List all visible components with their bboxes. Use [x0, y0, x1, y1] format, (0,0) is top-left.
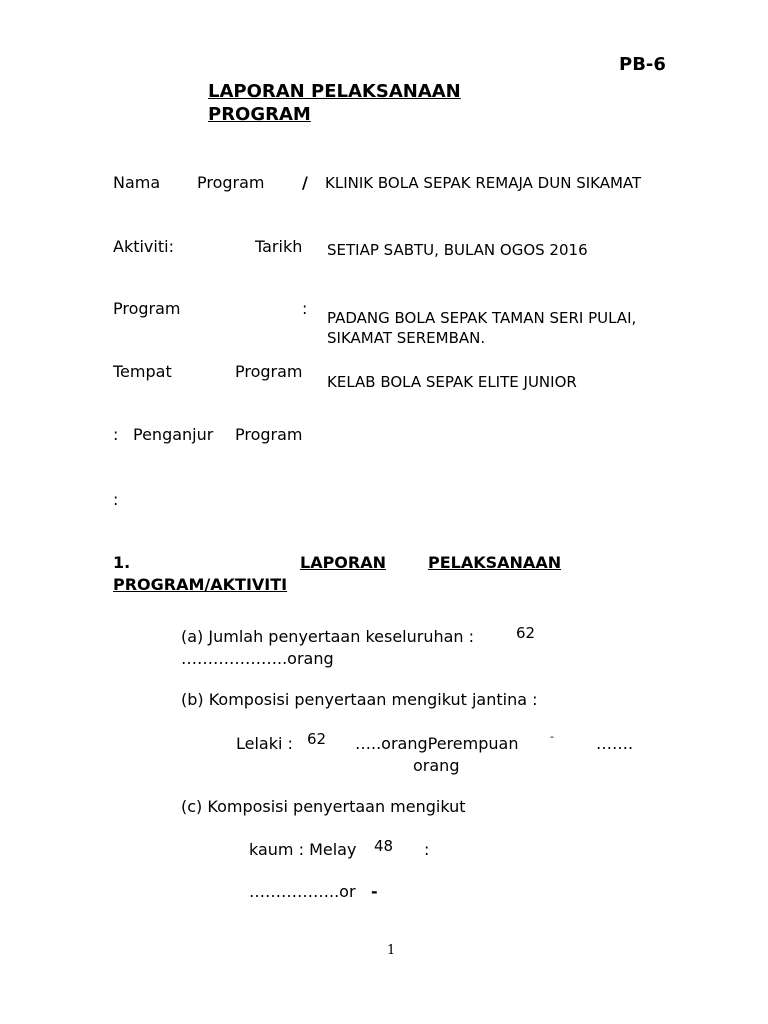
section-title-line2: PROGRAM/AKTIVITI	[113, 575, 288, 594]
colon-3: :	[113, 490, 119, 509]
kaum-dots: ……………..or	[249, 882, 356, 901]
kaum-dash: -	[371, 882, 378, 901]
page-title: LAPORAN PELAKSANAAN	[208, 81, 461, 102]
tarikh-value[interactable]: SETIAP SABTU, BULAN OGOS 2016	[327, 241, 588, 259]
tempat-value-line1[interactable]: PADANG BOLA SEPAK TAMAN SERI PULAI,	[327, 309, 637, 327]
penganjur-label-program: Program	[235, 425, 303, 444]
perempuan-value[interactable]: -	[550, 730, 554, 743]
tempat-label-program: Program	[235, 362, 303, 381]
tarikh-label: Tarikh	[255, 237, 303, 256]
lelaki-value[interactable]: 62	[307, 730, 327, 748]
colon-2: :	[113, 425, 119, 444]
lelaki-dots: …..orangPerempuan	[355, 734, 519, 753]
slash-separator: /	[302, 173, 308, 192]
page-number: 1	[387, 943, 396, 958]
melayu-value[interactable]: 48	[374, 837, 394, 855]
nama-label-program: Program	[197, 173, 265, 192]
lelaki-label: Lelaki :	[236, 734, 293, 753]
item-a-value[interactable]: 62	[516, 624, 536, 642]
nama-label: Nama	[113, 173, 161, 192]
section-title-word2: PELAKSANAAN	[428, 553, 562, 572]
colon-1: :	[302, 299, 308, 318]
item-a-dots: ………………..orang	[181, 649, 334, 668]
section-number: 1.	[113, 553, 131, 572]
kaum-label: kaum : Melay	[249, 840, 357, 859]
tempat-value-line2[interactable]: SIKAMAT SEREMBAN.	[327, 329, 486, 347]
program-label: Program	[113, 299, 181, 318]
penganjur-value[interactable]: KELAB BOLA SEPAK ELITE JUNIOR	[327, 373, 577, 391]
perempuan-dots: …….	[596, 734, 634, 753]
item-b-label: (b) Komposisi penyertaan mengikut jantina :	[181, 690, 538, 709]
page-title-line2: PROGRAM	[208, 104, 311, 125]
tempat-label: Tempat	[113, 362, 172, 381]
aktiviti-label: Aktiviti:	[113, 237, 174, 256]
item-a-label: (a) Jumlah penyertaan keseluruhan :	[181, 627, 475, 646]
nama-program-value[interactable]: KLINIK BOLA SEPAK REMAJA DUN SIKAMAT	[325, 174, 642, 192]
kaum-colon: :	[424, 840, 430, 859]
section-title-word1: LAPORAN	[300, 553, 386, 572]
item-c-label: (c) Komposisi penyertaan mengikut	[181, 797, 466, 816]
penganjur-label: Penganjur	[133, 425, 214, 444]
form-code: PB-6	[619, 54, 666, 75]
orang-label: orang	[413, 756, 460, 775]
